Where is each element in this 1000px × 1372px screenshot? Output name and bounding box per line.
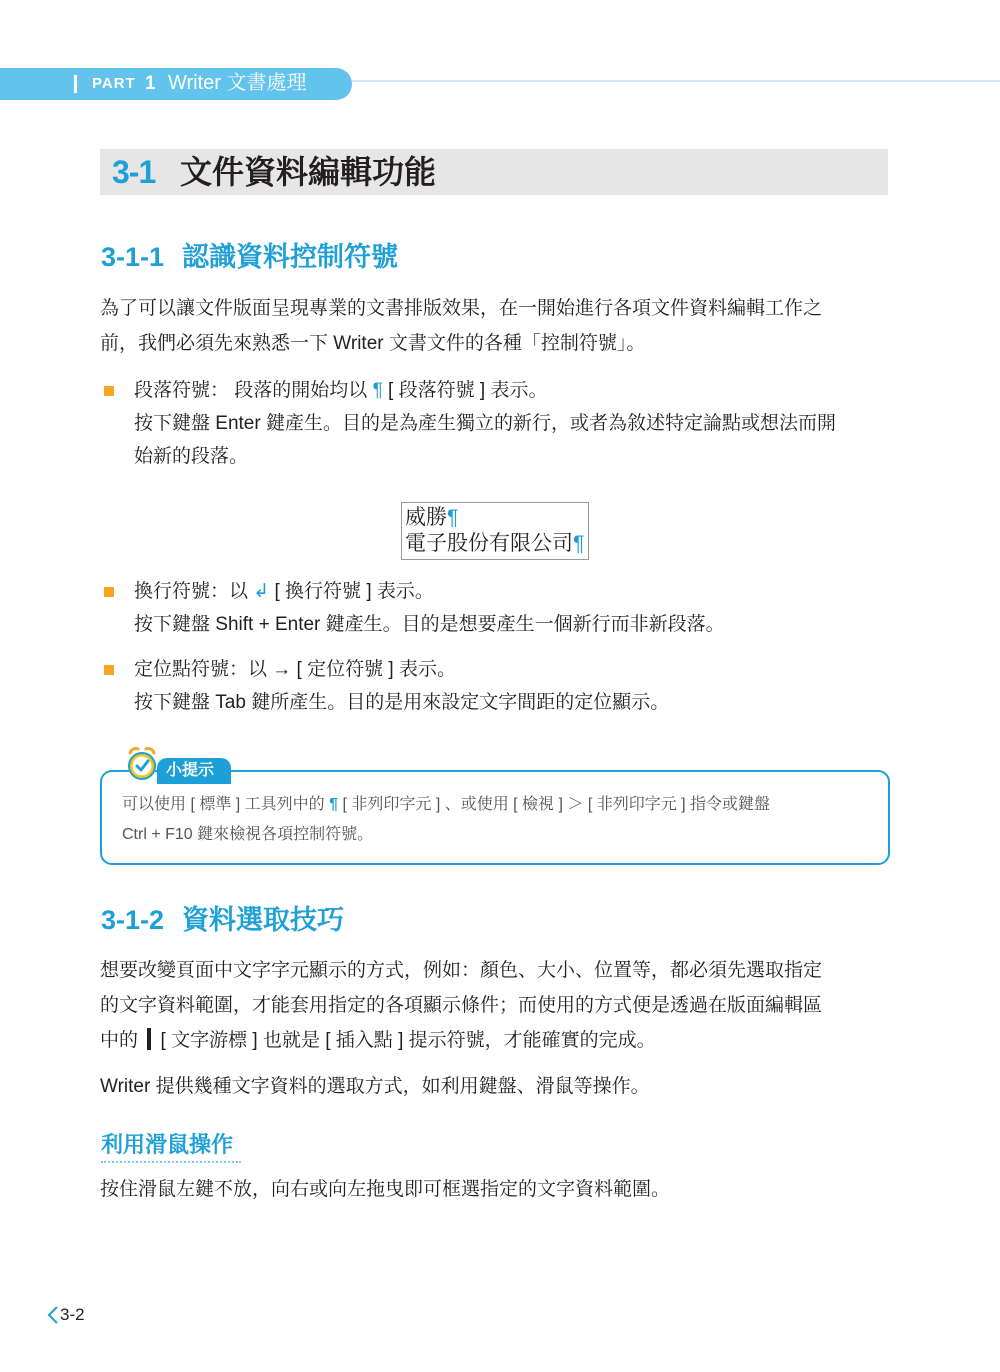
section-title: 文件資料編輯功能 [180, 154, 437, 190]
alarm-clock-icon [124, 745, 160, 781]
text-cursor-icon [147, 1028, 151, 1050]
paragraph-text: [ 文字游標 ] 也就是 [ 插入點 ] 提示符號，才能確實的完成。 [155, 1030, 656, 1051]
subsection-heading [101, 240, 398, 274]
pilcrow-icon: ¶ [573, 532, 585, 555]
pilcrow-icon: ¶ [447, 506, 459, 529]
tip-line: Ctrl + F10 鍵來檢視各項控制符號。 [122, 826, 374, 843]
heading-underline [101, 1161, 241, 1163]
intro-paragraph [100, 291, 890, 361]
bullet-lead: 段落符號： 段落的開始均以 [134, 380, 373, 401]
paragraph-line: 為了可以讓文件版面呈現專業的文書排版效果，在一開始進行各項文件資料編輯工作之 [100, 298, 823, 319]
part-number: 1 [145, 73, 156, 94]
mouse-paragraph: 按住滑鼠左鍵不放，向右或向左拖曳即可框選指定的文字資料範圍。 [100, 1179, 671, 1200]
bullet-marker [104, 386, 114, 396]
part-label: PART [92, 75, 136, 92]
paragraph-text: 中的 [100, 1030, 144, 1051]
bullet-paragraph-mark [134, 374, 836, 473]
paragraph-line [100, 1023, 890, 1058]
minor-heading: 利用滑鼠操作 [101, 1132, 234, 1157]
header-divider [74, 75, 77, 93]
bullet-lead: 換行符號：以 [134, 581, 254, 602]
pilcrow-icon: ¶ [372, 380, 383, 401]
bullet-lead: 定位點符號：以 [134, 659, 273, 680]
subsection-title: 認識資料控制符號 [182, 242, 399, 272]
selection-paragraph [100, 953, 890, 1058]
part-title: Writer 文書處理 [168, 72, 307, 94]
bullet-lead-end: [ 段落符號 ] 表示。 [382, 380, 548, 401]
figure-text: 威勝 [405, 506, 447, 529]
header-rule [352, 80, 1000, 82]
bullet-detail-line: 按下鍵盤 Tab 鍵所產生。目的是用來設定文字間距的定位顯示。 [134, 692, 670, 713]
chevron-left-icon [46, 1305, 60, 1325]
paragraph-line: 想要改變頁面中文字字元顯示的方式，例如：顏色、大小、位置等，都必須先選取指定 [100, 960, 823, 981]
selection-summary: Writer 提供幾種文字資料的選取方式，如利用鍵盤、滑鼠等操作。 [100, 1076, 650, 1097]
subsection-title: 資料選取技巧 [182, 905, 345, 935]
figure-text: 電子股份有限公司 [405, 532, 573, 555]
subsection-number: 3-1-1 [101, 242, 165, 272]
bullet-marker [104, 587, 114, 597]
bullet-detail-line: 按下鍵盤 Shift + Enter 鍵產生。目的是想要產生一個新行而非新段落。 [134, 614, 725, 635]
bullet-marker [104, 665, 114, 675]
paragraph-line: 前，我們必須先來熟悉一下 Writer 文書文件的各種「控制符號」。 [100, 333, 646, 354]
bullet-detail-line: 始新的段落。 [134, 446, 249, 467]
figure-line [405, 531, 584, 557]
bullet-detail-line: 按下鍵盤 Enter 鍵產生。目的是為產生獨立的新行，或者為敘述特定論點或想法而開 [134, 413, 836, 434]
line-break-icon: ↲ [253, 581, 270, 602]
bullet-tab-stop [134, 653, 669, 719]
tip-label: 小提示 [166, 762, 215, 779]
section-number: 3-1 [112, 154, 156, 190]
tab-arrow-icon: → [272, 659, 292, 680]
paragraph-line: 的文字資料範圍，才能套用指定的各項顯示條件；而使用的方式便是透過在版面編輯區 [100, 995, 823, 1016]
tip-line [122, 790, 770, 820]
page-number: 3-2 [60, 1305, 85, 1324]
bullet-lead-end: [ 定位符號 ] 表示。 [291, 659, 456, 680]
figure-line [405, 505, 458, 531]
bullet-lead-end: [ 換行符號 ] 表示。 [269, 581, 434, 602]
bullet-line-break [134, 575, 725, 641]
pilcrow-icon: ¶ [329, 796, 339, 813]
tip-text: [ 非列印字元 ] 、或使用 [ 檢視 ] ＞ [ 非列印字元 ] 指令或鍵盤 [338, 796, 771, 813]
subsection-number: 3-1-2 [101, 905, 165, 935]
tip-text: 可以使用 [ 標準 ] 工具列中的 [122, 796, 330, 813]
subsection-heading [101, 903, 344, 937]
